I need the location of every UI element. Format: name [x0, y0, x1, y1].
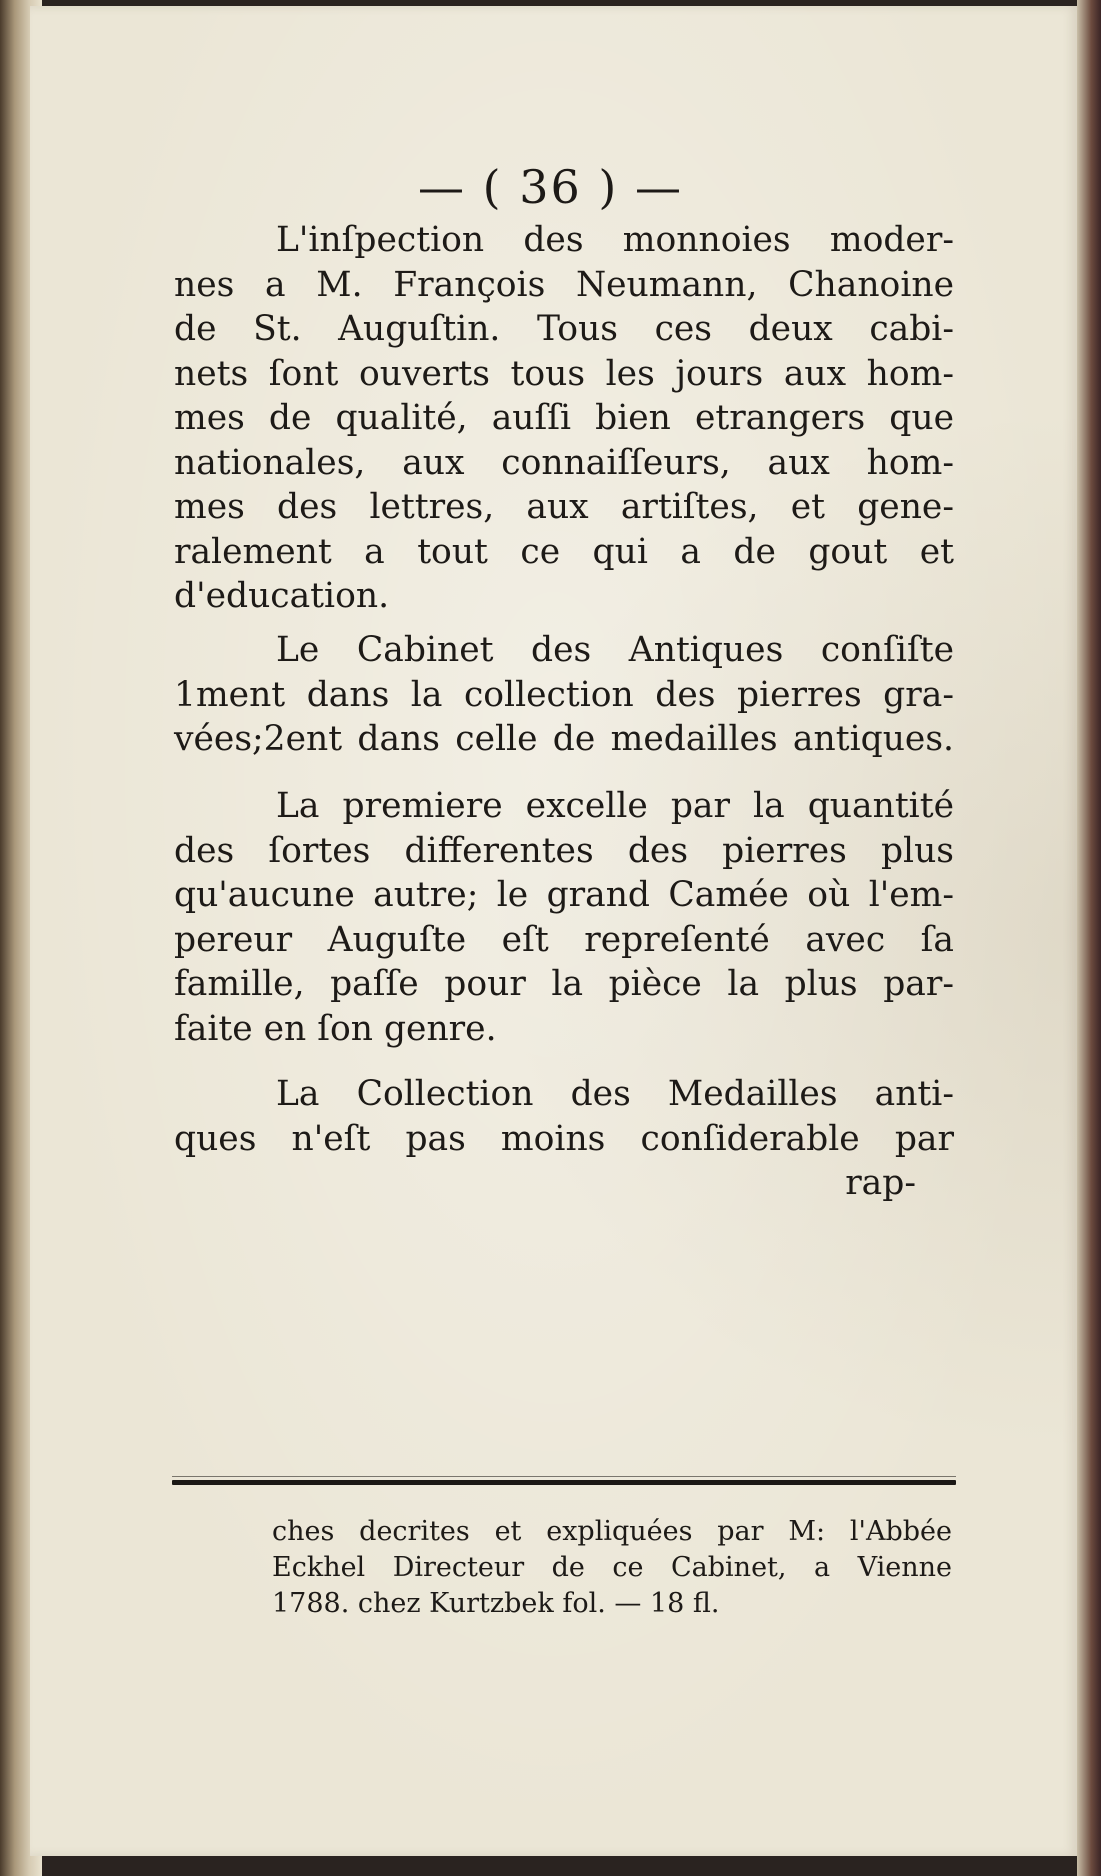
text-line: 1ment dans la collection des pierres gra-: [174, 674, 954, 715]
text-line: nets ſont ouverts tous les jours aux hom-: [174, 353, 954, 394]
paragraph-4: [174, 1072, 954, 1206]
text-line: de St. Auguſtin. Tous ces deux cabi-: [174, 309, 954, 349]
text-line: mes des lettres, aux artiſtes, et gene-: [174, 487, 954, 527]
text-line: vées;2ent dans celle de medailles antiques.: [174, 719, 954, 759]
text-line: des ſortes differentes des pierres plus: [174, 830, 954, 871]
catchword: rap-: [845, 1163, 916, 1203]
text-line: nes a M. François Neumann, Chanoine: [174, 264, 954, 305]
text-line: qu'aucune autre; le grand Camée où l'em-: [174, 875, 954, 915]
text-line: Le Cabinet des Antiques conſiſte: [276, 630, 954, 670]
footnote-rule-hairline: [172, 1476, 956, 1477]
text-line: La premiere excelle par la quantité: [276, 786, 954, 826]
book-fore-edge: [1077, 0, 1101, 1876]
paragraph-1: [174, 218, 954, 619]
text-line: La Collection des Medailles anti-: [276, 1074, 954, 1114]
paragraph-2: [174, 628, 954, 762]
footnote-line: 1788. chez Kurtzbek fol. — 18 fl.: [272, 1588, 720, 1619]
text-line: L'inſpection des monnoies moder-: [276, 220, 954, 260]
text-line: pereur Auguſte eſt repreſenté avec ſa: [174, 919, 954, 960]
footnote: [272, 1514, 952, 1622]
footnote-line: ches decrites et expliquées par M: l'Abbée: [272, 1516, 952, 1547]
text-line: nationales, aux connaiſſeurs, aux hom-: [174, 442, 954, 483]
text-line: faite en ſon genre.: [174, 1008, 497, 1049]
text-line: ralement a tout ce qui a de gout et: [174, 531, 954, 572]
page-number: — ( 36 ) —: [418, 160, 683, 214]
footnote-rule: [172, 1480, 956, 1485]
paragraph-3: [174, 784, 954, 1051]
text-line: d'education.: [174, 576, 390, 616]
text-line: famille, paſſe pour la pièce la plus par-: [174, 964, 954, 1004]
footnote-line: Eckhel Directeur de ce Cabinet, a Vienne: [272, 1552, 952, 1583]
text-line: ques n'eſt pas moins conſiderable par: [174, 1118, 954, 1159]
text-line: mes de qualité, auſſi bien etrangers que: [174, 398, 954, 438]
